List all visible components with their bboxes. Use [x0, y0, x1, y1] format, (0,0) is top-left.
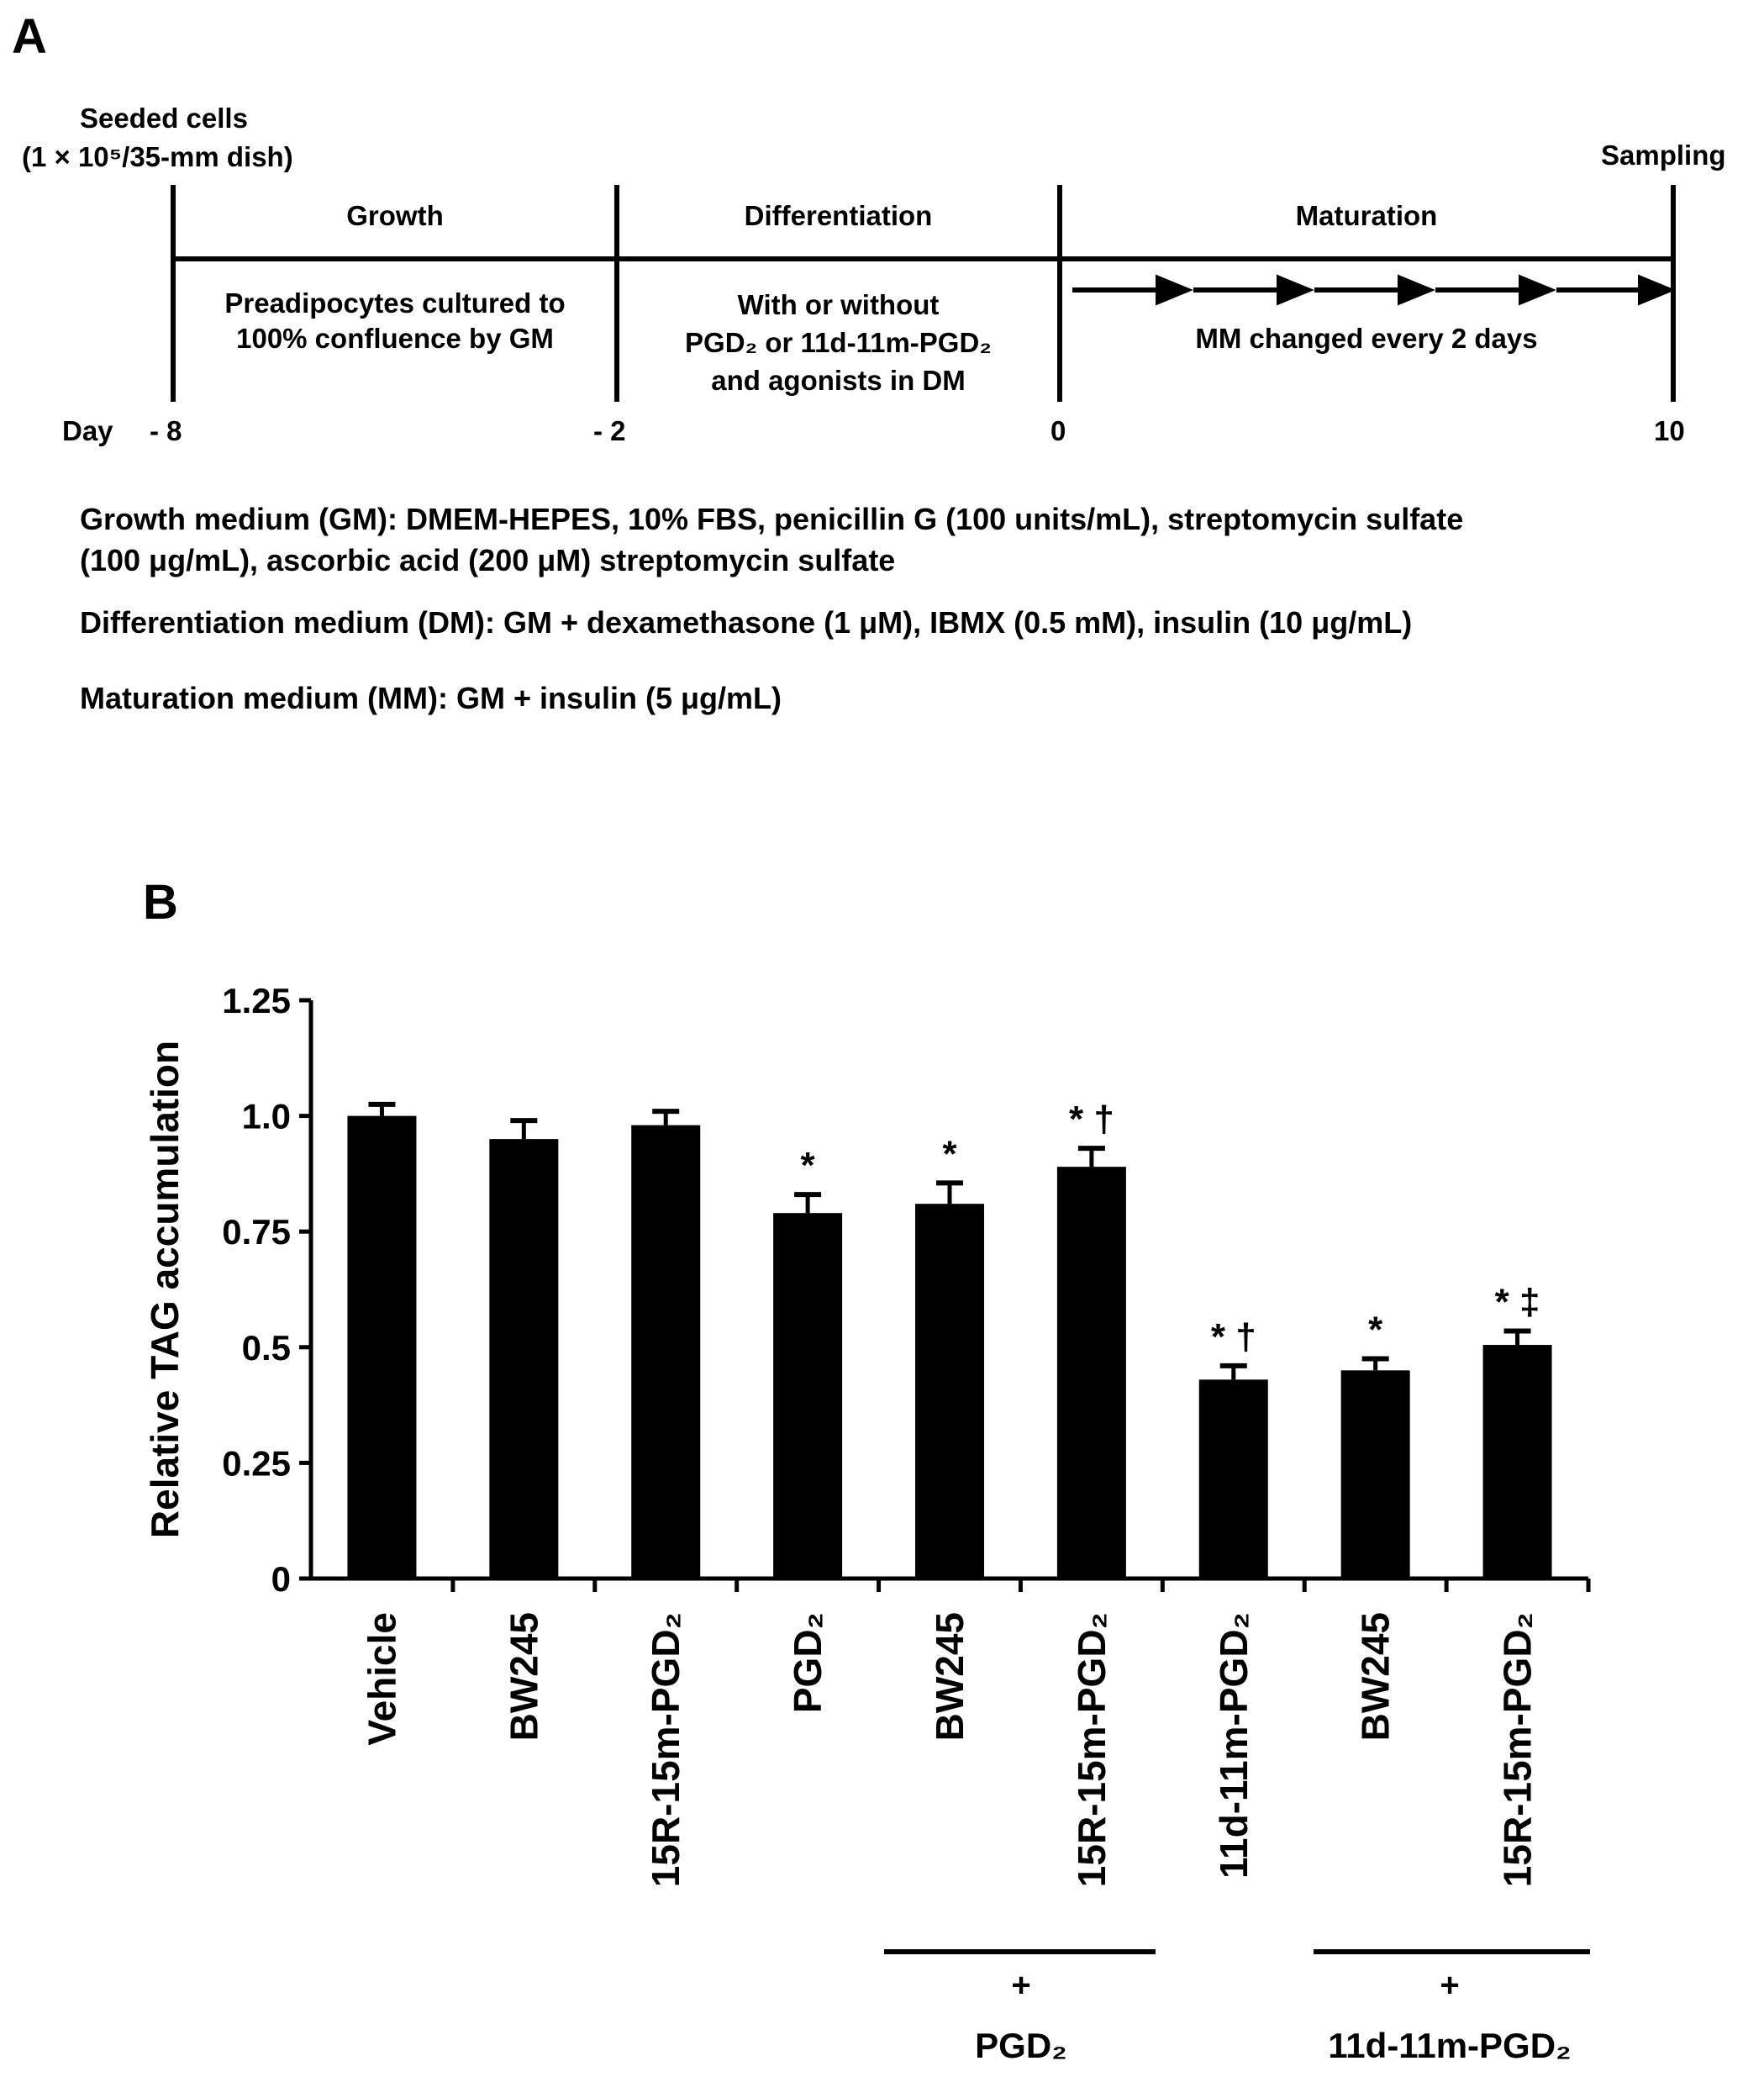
arrow-icon	[1400, 278, 1429, 302]
arrow-icon	[1158, 278, 1187, 302]
bar	[1199, 1379, 1268, 1579]
arrow-icon	[1521, 278, 1550, 302]
day-tick-label: - 2	[593, 415, 626, 446]
bar	[631, 1125, 700, 1579]
y-tick-label: 0	[271, 1559, 291, 1599]
panel-a-letter: A	[12, 9, 47, 64]
category-label: 15R-15m-PGD₂	[1069, 1612, 1114, 1888]
significance-marker: * †	[1210, 1315, 1256, 1357]
bar	[773, 1213, 842, 1579]
category-label: BW245	[928, 1612, 972, 1742]
phase-differentiation: Differentiation	[744, 200, 933, 231]
phase-maturation: Maturation	[1295, 200, 1438, 231]
bar	[489, 1139, 558, 1579]
significance-marker: *	[800, 1145, 815, 1187]
category-label: BW245	[1353, 1612, 1398, 1742]
sampling-label: Sampling	[1601, 140, 1726, 171]
day-tick-label: - 8	[150, 415, 182, 446]
timeline-diagram	[0, 0, 1764, 471]
category-label: Vehicle	[360, 1612, 404, 1746]
significance-marker: *	[1368, 1309, 1383, 1351]
tag-bar-chart	[0, 967, 1764, 2098]
bar	[347, 1116, 416, 1579]
category-label: 15R-15m-PGD₂	[1495, 1612, 1540, 1888]
day-label: Day	[62, 415, 113, 446]
category-label: PGD₂	[786, 1612, 830, 1714]
y-tick-label: 0.25	[222, 1443, 291, 1484]
day-tick-label: 10	[1654, 415, 1685, 446]
seeded-cells-label: Seeded cells	[80, 103, 248, 134]
panel-b-letter: B	[143, 875, 178, 930]
category-label: 15R-15m-PGD₂	[644, 1612, 688, 1888]
group-label-pgd2: PGD₂	[975, 2026, 1067, 2065]
maturation-medium-text: Maturation medium (MM): GM + insulin (5 μg/mL)	[80, 681, 782, 715]
category-label: 11d-11m-PGD₂	[1211, 1612, 1256, 1879]
arrow-icon	[1640, 278, 1669, 302]
bar	[1341, 1370, 1410, 1579]
day-tick-label: 0	[1051, 415, 1066, 446]
growth-medium-text: Growth medium (GM): DMEM-HEPES, 10% FBS, penicillin G (100 units/mL), streptomycin sulfate (100 μg/mL), ascorbic acid (200 μM) streptomycin sulfate	[80, 502, 1464, 577]
significance-marker: *	[942, 1133, 957, 1175]
group-plus-11d: +	[1440, 1967, 1460, 2004]
phase-growth: Growth	[346, 200, 444, 231]
group-plus-pgd2: +	[1011, 1967, 1031, 2004]
y-tick-label: 0.5	[241, 1327, 291, 1368]
maturation-description: MM changed every 2 days	[1195, 323, 1538, 354]
differentiation-medium-text: Differentiation medium (DM): GM + dexamethasone (1 μM), IBMX (0.5 mM), insulin (10 μg/mL)	[80, 605, 1413, 640]
bar	[1057, 1167, 1126, 1579]
significance-marker: * †	[1068, 1099, 1114, 1141]
bar	[1483, 1345, 1552, 1579]
seeded-density-label: (1 × 10⁵/35-mm dish)	[22, 141, 293, 172]
maturation-arrows	[1072, 278, 1669, 302]
differentiation-description: With or without PGD₂ or 11d-11m-PGD₂ and agonists in DM	[685, 289, 992, 396]
y-tick-label: 0.75	[222, 1212, 291, 1252]
arrow-icon	[1279, 278, 1308, 302]
bar	[915, 1204, 984, 1579]
y-axis-title: Relative TAG accumulation	[143, 1040, 187, 1539]
y-tick-label: 1.0	[241, 1096, 291, 1136]
group-label-11d: 11d-11m-PGD₂	[1328, 2026, 1572, 2065]
category-label: BW245	[502, 1612, 546, 1742]
significance-marker: * ‡	[1494, 1281, 1540, 1323]
y-tick-label: 1.25	[222, 981, 291, 1020]
growth-description: Preadipocytes cultured to 100% confluence by GM	[224, 287, 566, 354]
